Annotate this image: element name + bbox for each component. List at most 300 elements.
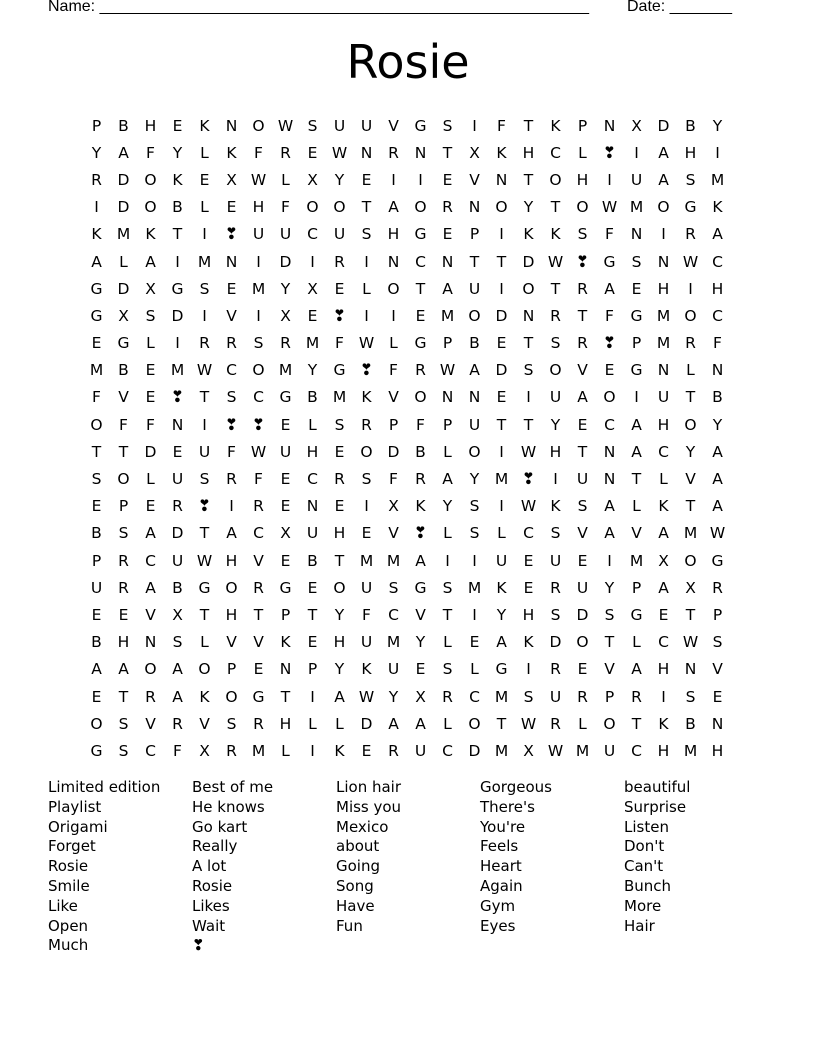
grid-letter: X — [307, 170, 318, 189]
grid-letter: O — [603, 714, 616, 733]
grid-letter: K — [280, 633, 291, 652]
grid-letter: O — [576, 198, 589, 217]
grid-letter: R — [226, 741, 237, 760]
grid-letter: E — [496, 388, 507, 407]
grid-letter: A — [658, 524, 669, 543]
grid-letter: ❣ — [198, 497, 211, 516]
grid-letter: M — [116, 225, 131, 244]
grid-letter: A — [226, 524, 237, 543]
grid-letter: N — [306, 497, 319, 516]
grid-letter: ❣ — [171, 388, 184, 407]
word-list-item: Rosie — [48, 857, 89, 876]
grid-letter: R — [577, 687, 588, 706]
grid-letter: E — [577, 660, 588, 679]
grid-letter: I — [472, 551, 477, 570]
grid-letter: Y — [469, 470, 480, 489]
grid-letter: X — [118, 306, 129, 325]
grid-letter: O — [252, 361, 265, 380]
grid-letter: F — [119, 415, 128, 434]
grid-letter: I — [688, 279, 693, 298]
grid-letter: T — [334, 551, 345, 570]
grid-letter: G — [711, 551, 724, 570]
grid-letter: Y — [442, 497, 453, 516]
grid-letter: T — [685, 388, 696, 407]
grid-letter: C — [658, 633, 669, 652]
grid-letter: S — [469, 524, 480, 543]
grid-letter: N — [495, 170, 508, 189]
grid-letter: H — [657, 741, 670, 760]
word-list-item: Lion hair — [336, 778, 402, 796]
grid-letter: E — [658, 605, 669, 624]
grid-letter: T — [523, 170, 534, 189]
word-list-item: Hair — [624, 916, 655, 935]
word-list-item: Song — [336, 876, 374, 895]
grid-letter: Y — [307, 361, 318, 380]
word-list-item: Go kart — [192, 817, 248, 836]
grid-letter: W — [331, 143, 348, 162]
grid-letter: G — [117, 334, 130, 353]
grid-letter: I — [256, 252, 261, 271]
letter-grid — [83, 112, 731, 765]
grid-letter: H — [684, 143, 697, 162]
grid-letter: W — [439, 361, 456, 380]
grid-letter: F — [146, 415, 155, 434]
grid-letter: T — [199, 524, 210, 543]
grid-letter: M — [710, 170, 725, 189]
grid-letter: X — [145, 279, 156, 298]
grid-letter: M — [575, 741, 590, 760]
grid-letter: ❣ — [522, 470, 535, 489]
grid-letter: S — [523, 687, 534, 706]
grid-letter: Y — [172, 143, 183, 162]
grid-letter: I — [634, 143, 639, 162]
grid-letter: U — [549, 388, 562, 407]
grid-letter: V — [253, 551, 264, 570]
grid-letter: M — [386, 633, 401, 652]
grid-letter: X — [280, 306, 291, 325]
grid-letter: Y — [415, 633, 426, 652]
grid-letter: A — [118, 660, 129, 679]
grid-letter: B — [307, 388, 318, 407]
grid-letter: M — [278, 361, 293, 380]
grid-letter: A — [145, 524, 156, 543]
grid-letter: L — [308, 714, 317, 733]
grid-letter: N — [171, 415, 184, 434]
grid-letter: R — [550, 578, 561, 597]
word-list-item: A lot — [192, 857, 227, 876]
grid-letter: H — [279, 714, 292, 733]
grid-letter: K — [550, 116, 561, 135]
grid-letter: I — [715, 143, 720, 162]
grid-letter: K — [145, 225, 156, 244]
grid-letter: C — [415, 252, 426, 271]
word-column — [624, 778, 764, 936]
grid-letter: S — [118, 741, 129, 760]
grid-letter: C — [658, 442, 669, 461]
grid-letter: U — [279, 225, 292, 244]
grid-letter: E — [91, 334, 102, 353]
grid-letter: E — [604, 361, 615, 380]
grid-letter: D — [549, 633, 562, 652]
grid-letter: T — [307, 605, 318, 624]
grid-letter: L — [335, 714, 344, 733]
word-list-item: Limited edition — [48, 778, 161, 796]
word-list-item: Bunch — [624, 876, 672, 895]
grid-letter: U — [333, 116, 346, 135]
grid-letter: A — [469, 361, 480, 380]
grid-letter: V — [388, 388, 399, 407]
grid-letter: K — [712, 198, 723, 217]
grid-letter: N — [711, 714, 724, 733]
grid-letter: K — [550, 225, 561, 244]
grid-letter: G — [630, 306, 643, 325]
grid-letter: E — [577, 415, 588, 434]
grid-letter: U — [279, 442, 292, 461]
grid-letter: Y — [496, 605, 507, 624]
grid-letter: G — [414, 225, 427, 244]
grid-letter: G — [603, 252, 616, 271]
grid-letter: S — [118, 714, 129, 733]
grid-letter: L — [632, 497, 641, 516]
grid-letter: C — [523, 524, 534, 543]
grid-letter: A — [712, 470, 723, 489]
grid-letter: T — [199, 388, 210, 407]
grid-letter: E — [280, 551, 291, 570]
grid-letter: T — [523, 415, 534, 434]
grid-letter: K — [361, 660, 372, 679]
grid-letter: G — [684, 198, 697, 217]
grid-letter: R — [253, 714, 264, 733]
grid-letter: R — [280, 334, 291, 353]
word-list-item: There's — [480, 797, 535, 816]
grid-letter: M — [305, 334, 320, 353]
grid-letter: F — [389, 470, 398, 489]
grid-letter: N — [414, 143, 427, 162]
word-column — [192, 778, 332, 956]
grid-letter: E — [307, 633, 318, 652]
grid-letter: H — [333, 524, 346, 543]
grid-letter: K — [523, 225, 534, 244]
grid-letter: A — [712, 442, 723, 461]
grid-letter: I — [661, 687, 666, 706]
grid-letter: A — [145, 578, 156, 597]
grid-letter: T — [442, 143, 453, 162]
grid-letter: T — [631, 470, 642, 489]
grid-letter: D — [522, 252, 535, 271]
grid-letter: O — [414, 198, 427, 217]
grid-letter: O — [468, 714, 481, 733]
grid-letter: V — [145, 714, 156, 733]
grid-letter: G — [279, 578, 292, 597]
grid-letter: H — [522, 605, 535, 624]
grid-letter: K — [658, 497, 669, 516]
grid-letter: V — [145, 605, 156, 624]
date-field-label: Date: _______ — [627, 0, 732, 15]
grid-letter: C — [442, 741, 453, 760]
grid-letter: V — [226, 633, 237, 652]
grid-letter: U — [198, 442, 211, 461]
grid-letter: R — [415, 470, 426, 489]
grid-letter: X — [658, 551, 669, 570]
grid-letter: A — [91, 252, 102, 271]
grid-letter: Y — [712, 116, 723, 135]
grid-letter: T — [415, 279, 426, 298]
grid-letter: T — [172, 225, 183, 244]
word-list-item: Smile — [48, 876, 90, 895]
grid-letter: M — [170, 361, 185, 380]
grid-letter: D — [468, 741, 481, 760]
grid-letter: A — [604, 279, 615, 298]
grid-letter: N — [630, 225, 643, 244]
grid-letter: S — [226, 388, 237, 407]
grid-letter: X — [172, 605, 183, 624]
grid-letter: U — [549, 551, 562, 570]
grid-letter: O — [603, 388, 616, 407]
grid-letter: N — [603, 442, 616, 461]
grid-letter: G — [279, 388, 292, 407]
grid-letter: W — [196, 361, 213, 380]
grid-letter: O — [549, 170, 562, 189]
grid-letter: K — [550, 497, 561, 516]
grid-letter: A — [604, 497, 615, 516]
grid-letter: F — [173, 741, 182, 760]
grid-letter: U — [252, 225, 265, 244]
grid-letter: V — [577, 361, 588, 380]
grid-letter: P — [442, 334, 453, 353]
grid-letter: U — [360, 116, 373, 135]
grid-letter: K — [226, 143, 237, 162]
grid-letter: O — [414, 388, 427, 407]
grid-letter: D — [495, 306, 508, 325]
grid-letter: W — [520, 714, 537, 733]
grid-letter: E — [415, 306, 426, 325]
grid-letter: R — [712, 578, 723, 597]
grid-letter: S — [550, 524, 561, 543]
grid-letter: A — [442, 470, 453, 489]
grid-letter: U — [603, 741, 616, 760]
grid-letter: U — [171, 470, 184, 489]
grid-letter: B — [712, 388, 723, 407]
grid-letter: E — [280, 415, 291, 434]
grid-letter: K — [658, 714, 669, 733]
grid-letter: B — [415, 442, 426, 461]
grid-letter: S — [442, 116, 453, 135]
grid-letter: C — [307, 470, 318, 489]
grid-letter: M — [494, 741, 509, 760]
grid-letter: V — [604, 660, 615, 679]
grid-letter: F — [416, 415, 425, 434]
grid-letter: R — [118, 551, 129, 570]
grid-letter: I — [526, 388, 531, 407]
grid-letter: H — [225, 551, 238, 570]
grid-letter: O — [468, 442, 481, 461]
grid-letter: A — [658, 170, 669, 189]
grid-letter: C — [145, 741, 156, 760]
grid-letter: R — [361, 415, 372, 434]
word-list-item: Open — [48, 916, 89, 935]
word-column — [480, 778, 620, 936]
grid-letter: H — [711, 741, 724, 760]
grid-letter: I — [607, 170, 612, 189]
grid-letter: F — [389, 361, 398, 380]
grid-letter: S — [361, 225, 372, 244]
grid-letter: L — [308, 415, 317, 434]
grid-letter: S — [523, 361, 534, 380]
word-list-item: Fun — [336, 916, 363, 935]
grid-letter: W — [250, 442, 267, 461]
grid-letter: F — [605, 225, 614, 244]
grid-letter: V — [388, 116, 399, 135]
grid-letter: W — [547, 741, 564, 760]
grid-letter: M — [197, 252, 212, 271]
grid-letter: S — [145, 306, 156, 325]
grid-letter: S — [577, 225, 588, 244]
grid-letter: I — [418, 170, 423, 189]
grid-letter: A — [442, 279, 453, 298]
grid-letter: Y — [685, 442, 696, 461]
grid-letter: H — [522, 143, 535, 162]
grid-letter: N — [144, 633, 157, 652]
grid-letter: S — [604, 605, 615, 624]
grid-letter: S — [253, 334, 264, 353]
grid-letter: H — [306, 442, 319, 461]
grid-letter: O — [252, 116, 265, 135]
grid-letter: N — [225, 252, 238, 271]
grid-letter: L — [119, 252, 128, 271]
grid-letter: N — [657, 252, 670, 271]
grid-letter: L — [443, 633, 452, 652]
grid-letter: N — [522, 306, 535, 325]
grid-letter: N — [657, 361, 670, 380]
grid-letter: O — [549, 361, 562, 380]
grid-letter: U — [657, 388, 670, 407]
grid-letter: E — [334, 442, 345, 461]
name-field-label: Name: _______________________________________________________ — [48, 0, 589, 15]
grid-letter: N — [468, 198, 481, 217]
grid-letter: L — [686, 361, 695, 380]
grid-letter: W — [520, 497, 537, 516]
grid-letter: H — [252, 198, 265, 217]
grid-letter: S — [388, 578, 399, 597]
grid-letter: I — [661, 225, 666, 244]
grid-letter: N — [441, 388, 454, 407]
grid-letter: O — [144, 170, 157, 189]
grid-letter: H — [657, 279, 670, 298]
grid-letter: B — [685, 714, 696, 733]
grid-letter: ❣ — [576, 252, 589, 271]
grid-letter: M — [494, 687, 509, 706]
grid-letter: O — [684, 306, 697, 325]
grid-letter: E — [361, 524, 372, 543]
grid-letter: N — [684, 660, 697, 679]
grid-letter: M — [332, 388, 347, 407]
grid-letter: S — [91, 470, 102, 489]
grid-letter: R — [226, 334, 237, 353]
grid-letter: D — [279, 252, 292, 271]
grid-letter: V — [712, 660, 723, 679]
grid-letter: L — [146, 470, 155, 489]
grid-letter: U — [630, 170, 643, 189]
grid-letter: E — [631, 279, 642, 298]
grid-letter: O — [225, 687, 238, 706]
grid-letter: T — [685, 605, 696, 624]
grid-letter: R — [631, 687, 642, 706]
grid-letter: W — [358, 334, 375, 353]
grid-letter: I — [472, 116, 477, 135]
grid-letter: U — [576, 470, 589, 489]
grid-letter: T — [550, 279, 561, 298]
grid-letter: W — [250, 170, 267, 189]
grid-letter: A — [658, 143, 669, 162]
grid-letter: E — [334, 497, 345, 516]
word-list-item: More — [624, 896, 662, 915]
grid-letter: T — [523, 334, 534, 353]
grid-letter: G — [90, 741, 103, 760]
grid-letter: P — [442, 415, 453, 434]
grid-letter: U — [414, 741, 427, 760]
grid-letter: O — [117, 470, 130, 489]
grid-letter: E — [91, 605, 102, 624]
word-list-item: Gym — [480, 896, 516, 915]
grid-letter: I — [256, 306, 261, 325]
grid-letter: U — [360, 633, 373, 652]
grid-letter: V — [577, 524, 588, 543]
grid-letter: B — [91, 524, 102, 543]
grid-letter: B — [685, 116, 696, 135]
grid-letter: I — [391, 170, 396, 189]
grid-letter: X — [523, 741, 534, 760]
grid-letter: H — [117, 633, 130, 652]
grid-letter: R — [550, 306, 561, 325]
word-list-item: Mexico — [336, 817, 389, 836]
grid-letter: I — [94, 198, 99, 217]
grid-letter: X — [415, 687, 426, 706]
grid-letter: L — [659, 470, 668, 489]
grid-letter: C — [712, 306, 723, 325]
grid-letter: F — [605, 306, 614, 325]
grid-letter: K — [199, 116, 210, 135]
word-list-item: Heart — [480, 857, 522, 876]
grid-letter: I — [553, 470, 558, 489]
grid-letter: K — [199, 687, 210, 706]
grid-letter: X — [226, 170, 237, 189]
grid-letter: I — [526, 660, 531, 679]
grid-letter: ❣ — [225, 225, 238, 244]
grid-letter: L — [578, 714, 587, 733]
word-list-item: Gorgeous — [480, 778, 552, 796]
grid-letter: V — [631, 524, 642, 543]
grid-letter: H — [711, 279, 724, 298]
grid-letter: A — [631, 415, 642, 434]
grid-letter: Y — [388, 687, 399, 706]
grid-letter: W — [520, 442, 537, 461]
grid-letter: M — [683, 524, 698, 543]
grid-letter: C — [712, 252, 723, 271]
grid-letter: P — [604, 687, 615, 706]
word-list-item: Origami — [48, 817, 108, 836]
word-list-item: Miss you — [336, 797, 402, 816]
grid-letter: E — [226, 279, 237, 298]
grid-letter: V — [253, 633, 264, 652]
grid-letter: U — [468, 279, 481, 298]
grid-letter: X — [469, 143, 480, 162]
grid-letter: E — [280, 497, 291, 516]
grid-letter: B — [172, 578, 183, 597]
grid-letter: L — [497, 524, 506, 543]
grid-letter: P — [712, 605, 723, 624]
grid-letter: I — [499, 225, 504, 244]
grid-letter: E — [199, 170, 210, 189]
